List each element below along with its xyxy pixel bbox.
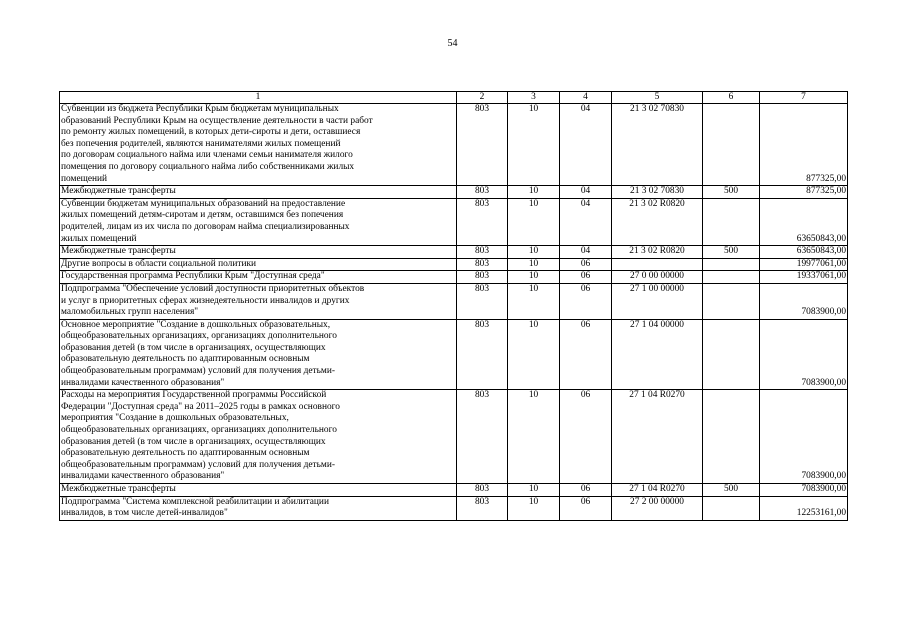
row-section-cell: 10 [508,484,560,497]
row-target-article-cell: 27 1 04 R0270 [612,390,703,484]
row-amount-cell: 7083900,00 [760,319,848,390]
table-row [60,246,848,259]
row-expense-type-cell: 500 [703,186,760,199]
table-row [60,484,848,497]
row-subsection-cell: 06 [560,390,612,484]
row-subsection-cell: 04 [560,246,612,259]
row-section-cell: 10 [508,186,560,199]
row-amount-cell: 12253161,00 [760,496,848,520]
table-row [60,496,848,520]
row-amount-cell: 63650843,00 [760,246,848,259]
row-gr-cell: 803 [457,283,508,319]
row-expense-type-cell [703,258,760,271]
row-subsection-cell: 04 [560,104,612,186]
row-gr-cell: 803 [457,484,508,497]
row-target-article-cell [612,258,703,271]
column-header: 2 [457,92,508,104]
table-row [60,319,848,390]
row-section-cell: 10 [508,104,560,186]
row-name-cell: Расходы на мероприятия Государственной программы Российской Федерации "Доступная среда" на 2011–2025 годы в рамках основного мероприятия "Создание в дошкольных образовательных, общеобразовательных организациях, организациях дополнительного образования детей (в том числе в организациях, осуществляющих образовательную деятельность по адаптированным основным общеобразовательным программам) условий для получения детьми- инвалидами качественного образования" [60,390,457,484]
row-subsection-cell: 06 [560,319,612,390]
row-subsection-cell: 04 [560,198,612,245]
row-target-article-cell: 27 0 00 00000 [612,271,703,284]
row-gr-cell: 803 [457,104,508,186]
row-target-article-cell: 27 1 04 R0270 [612,484,703,497]
row-amount-cell: 19337061,00 [760,271,848,284]
row-name-cell: Межбюджетные трансферты [60,484,457,497]
row-gr-cell: 803 [457,186,508,199]
row-expense-type-cell [703,271,760,284]
row-expense-type-cell [703,104,760,186]
row-target-article-cell: 21 3 02 70830 [612,186,703,199]
header-row [60,92,848,104]
row-amount-cell: 19977061,00 [760,258,848,271]
row-name-cell: Субвенции из бюджета Республики Крым бюджетам муниципальных образований Республики Крым на осуществление деятельности в части работ по ремонту жилых помещений, в которых дети-сироты и дети, оставшиеся без попечения родителей, являются нанимателями жилых помещений по договорам социального найма или членами семьи нанимателя жилого помещения по договору социального найма либо собственниками жилых помещений [60,104,457,186]
row-expense-type-cell [703,319,760,390]
row-name-cell: Государственная программа Республики Крым "Доступная среда" [60,271,457,284]
row-amount-cell: 7083900,00 [760,484,848,497]
table-row [60,104,848,186]
row-subsection-cell: 06 [560,271,612,284]
column-header: 3 [508,92,560,104]
column-header: 4 [560,92,612,104]
row-expense-type-cell: 500 [703,246,760,259]
table-row [60,271,848,284]
row-name-cell: Подпрограмма "Система комплексной реабилитации и абилитации инвалидов, в том числе детей-инвалидов" [60,496,457,520]
row-name-cell: Межбюджетные трансферты [60,246,457,259]
row-gr-cell: 803 [457,496,508,520]
row-section-cell: 10 [508,246,560,259]
row-target-article-cell: 21 3 02 R0820 [612,246,703,259]
row-target-article-cell: 27 2 00 00000 [612,496,703,520]
row-section-cell: 10 [508,390,560,484]
row-gr-cell: 803 [457,246,508,259]
row-amount-cell: 7083900,00 [760,390,848,484]
row-subsection-cell: 06 [560,258,612,271]
row-target-article-cell: 21 3 02 R0820 [612,198,703,245]
row-gr-cell: 803 [457,390,508,484]
row-subsection-cell: 06 [560,484,612,497]
column-header: 5 [612,92,703,104]
row-name-cell: Другие вопросы в области социальной политики [60,258,457,271]
row-expense-type-cell [703,390,760,484]
row-section-cell: 10 [508,283,560,319]
row-section-cell: 10 [508,271,560,284]
row-section-cell: 10 [508,258,560,271]
row-target-article-cell: 21 3 02 70830 [612,104,703,186]
row-expense-type-cell [703,283,760,319]
row-expense-type-cell [703,496,760,520]
row-target-article-cell: 27 1 04 00000 [612,319,703,390]
row-gr-cell: 803 [457,258,508,271]
page-number: 54 [447,38,458,49]
budget-table [59,91,848,521]
row-gr-cell: 803 [457,198,508,245]
table-row [60,186,848,199]
row-section-cell: 10 [508,496,560,520]
row-name-cell: Межбюджетные трансферты [60,186,457,199]
row-name-cell: Субвенции бюджетам муниципальных образований на предоставление жилых помещений детям-сиротам и детям, оставшимся без попечения родителей, лицам из их числа по договорам найма специализированных жилых помещений [60,198,457,245]
row-subsection-cell: 04 [560,186,612,199]
row-amount-cell: 63650843,00 [760,198,848,245]
row-subsection-cell: 06 [560,496,612,520]
table-row [60,390,848,484]
table-row [60,283,848,319]
row-name-cell: Подпрограмма "Обеспечение условий доступности приоритетных объектов и услуг в приоритетных сферах жизнедеятельности инвалидов и других маломобильных групп населения" [60,283,457,319]
table-row [60,258,848,271]
column-header: 6 [703,92,760,104]
row-section-cell: 10 [508,319,560,390]
row-amount-cell: 877325,00 [760,186,848,199]
row-subsection-cell: 06 [560,283,612,319]
row-section-cell: 10 [508,198,560,245]
row-expense-type-cell: 500 [703,484,760,497]
row-target-article-cell: 27 1 00 00000 [612,283,703,319]
row-name-cell: Основное мероприятие "Создание в дошкольных образовательных, общеобразовательных организациях, организациях дополнительного образования детей (в том числе в организациях, осуществляющих образовательную деятельность по адаптированным основным общеобразовательным программам) условий для получения детьми- инвалидами качественного образования" [60,319,457,390]
column-header: 1 [60,92,457,104]
column-header: 7 [760,92,848,104]
row-amount-cell: 877325,00 [760,104,848,186]
row-amount-cell: 7083900,00 [760,283,848,319]
table-row [60,198,848,245]
row-gr-cell: 803 [457,271,508,284]
row-gr-cell: 803 [457,319,508,390]
row-expense-type-cell [703,198,760,245]
